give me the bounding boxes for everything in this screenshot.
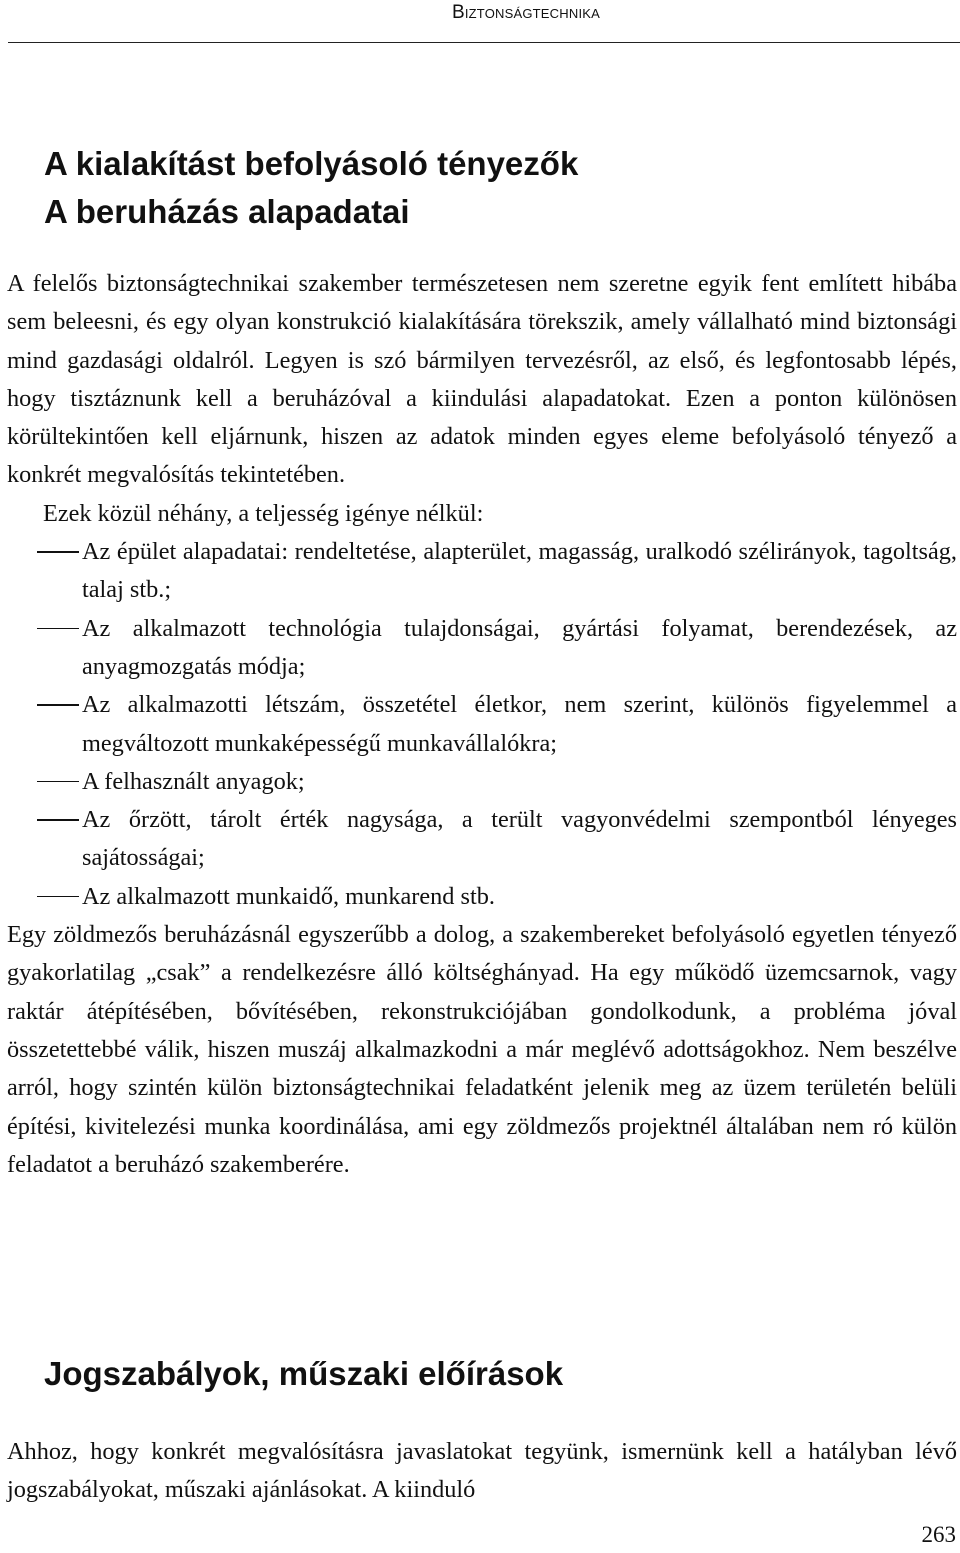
dash-bullet — [37, 704, 79, 706]
header-rule — [8, 42, 960, 43]
list-item — [7, 801, 957, 878]
list-item — [7, 763, 957, 801]
list-item — [7, 878, 957, 916]
section-title-line-1: A kialakítást befolyásoló tényezők — [44, 145, 579, 182]
section-2-body — [7, 1433, 957, 1510]
list-item — [7, 686, 957, 763]
list-item-text: Az alkalmazotti létszám, összetétel életkor, nem szerint, különös figyelemmel a megváltozott munkaképességű munkavállalókra; — [82, 691, 957, 757]
list-item — [7, 533, 957, 610]
dash-bullet — [37, 819, 79, 821]
dash-bullet — [37, 628, 79, 630]
list-item-text: Az őrzött, tárolt érték nagysága, a terült vagyonvédelmi szempontból lényeges sajátosságai; — [82, 806, 957, 872]
list-item-text: Az épület alapadatai: rendeltetése, alapterület, magasság, uralkodó szélirányok, tagoltság, talaj stb.; — [82, 538, 957, 604]
factor-list — [7, 533, 957, 916]
body-paragraph: A felelős biztonságtechnikai szakember természetesen nem szeretne egyik fent említett hibába sem beleesni, és egy olyan konstrukció kialakítására törekszik, amely vállalható mind biztonsági mind gazdasági oldalról. Legyen is szó bármilyen tervezésről, az első, és legfontosabb lépés, hogy tisztáznunk kell a beruházóval a kiindulási alapadatokat. Ezen a ponton különösen körültekintően kell eljárnunk, hiszen az adatok minden egyes eleme befolyásoló tényező a konkrét megvalósítás tekintetében. — [7, 270, 957, 489]
list-item-text: A felhasznált anyagok; — [82, 767, 305, 795]
section-title-2: Jogszabályok, műszaki előírások — [44, 1355, 564, 1392]
section-body — [7, 265, 957, 1184]
section-title — [44, 140, 944, 236]
dash-bullet — [37, 896, 79, 898]
list-intro: Ezek közül néhány, a teljesség igénye nélkül: — [43, 499, 484, 527]
body-paragraph: Ahhoz, hogy konkrét megvalósításra javaslatokat tegyünk, ismernünk kell a hatályban lévő jogszabályokat, műszaki ajánlásokat. A kiinduló — [7, 1438, 957, 1504]
section-title-line-2: A beruházás alapadatai — [44, 193, 410, 230]
page-number: 263 — [921, 1522, 956, 1547]
body-paragraph: Egy zöldmezős beruházásnál egyszerűbb a dolog, a szakembereket befolyásoló egyetlen tényező gyakorlatilag „csak” a rendelkezésre álló költséghányad. Ha egy működő üzemcsarnok, vagy raktár átépítésében, bővítésében, rekonstrukciójában gondolkodunk, a probléma jóval összetettebbé válik, hiszen muszáj alkalmazkodni a már meglévő adottságokhoz. Nem beszélve arról, hogy szintén külön biztonságtechnikai feladatként jelenik meg az üzem területén belüli építési, kivitelezési munka koordinálása, ami egy zöldmezős projektnél általában nem ró külön feladatot a beruházó szakemberére. — [7, 921, 957, 1178]
running-header: Biztonságtechnika — [451, 2, 600, 23]
dash-bullet — [37, 781, 79, 783]
dash-bullet — [37, 551, 79, 553]
list-item-text: Az alkalmazott munkaidő, munkarend stb. — [82, 882, 495, 910]
list-item — [7, 610, 957, 687]
list-item-text: Az alkalmazott technológia tulajdonságai, gyártási folyamat, berendezések, az anyagmozgatás módja; — [82, 614, 957, 680]
